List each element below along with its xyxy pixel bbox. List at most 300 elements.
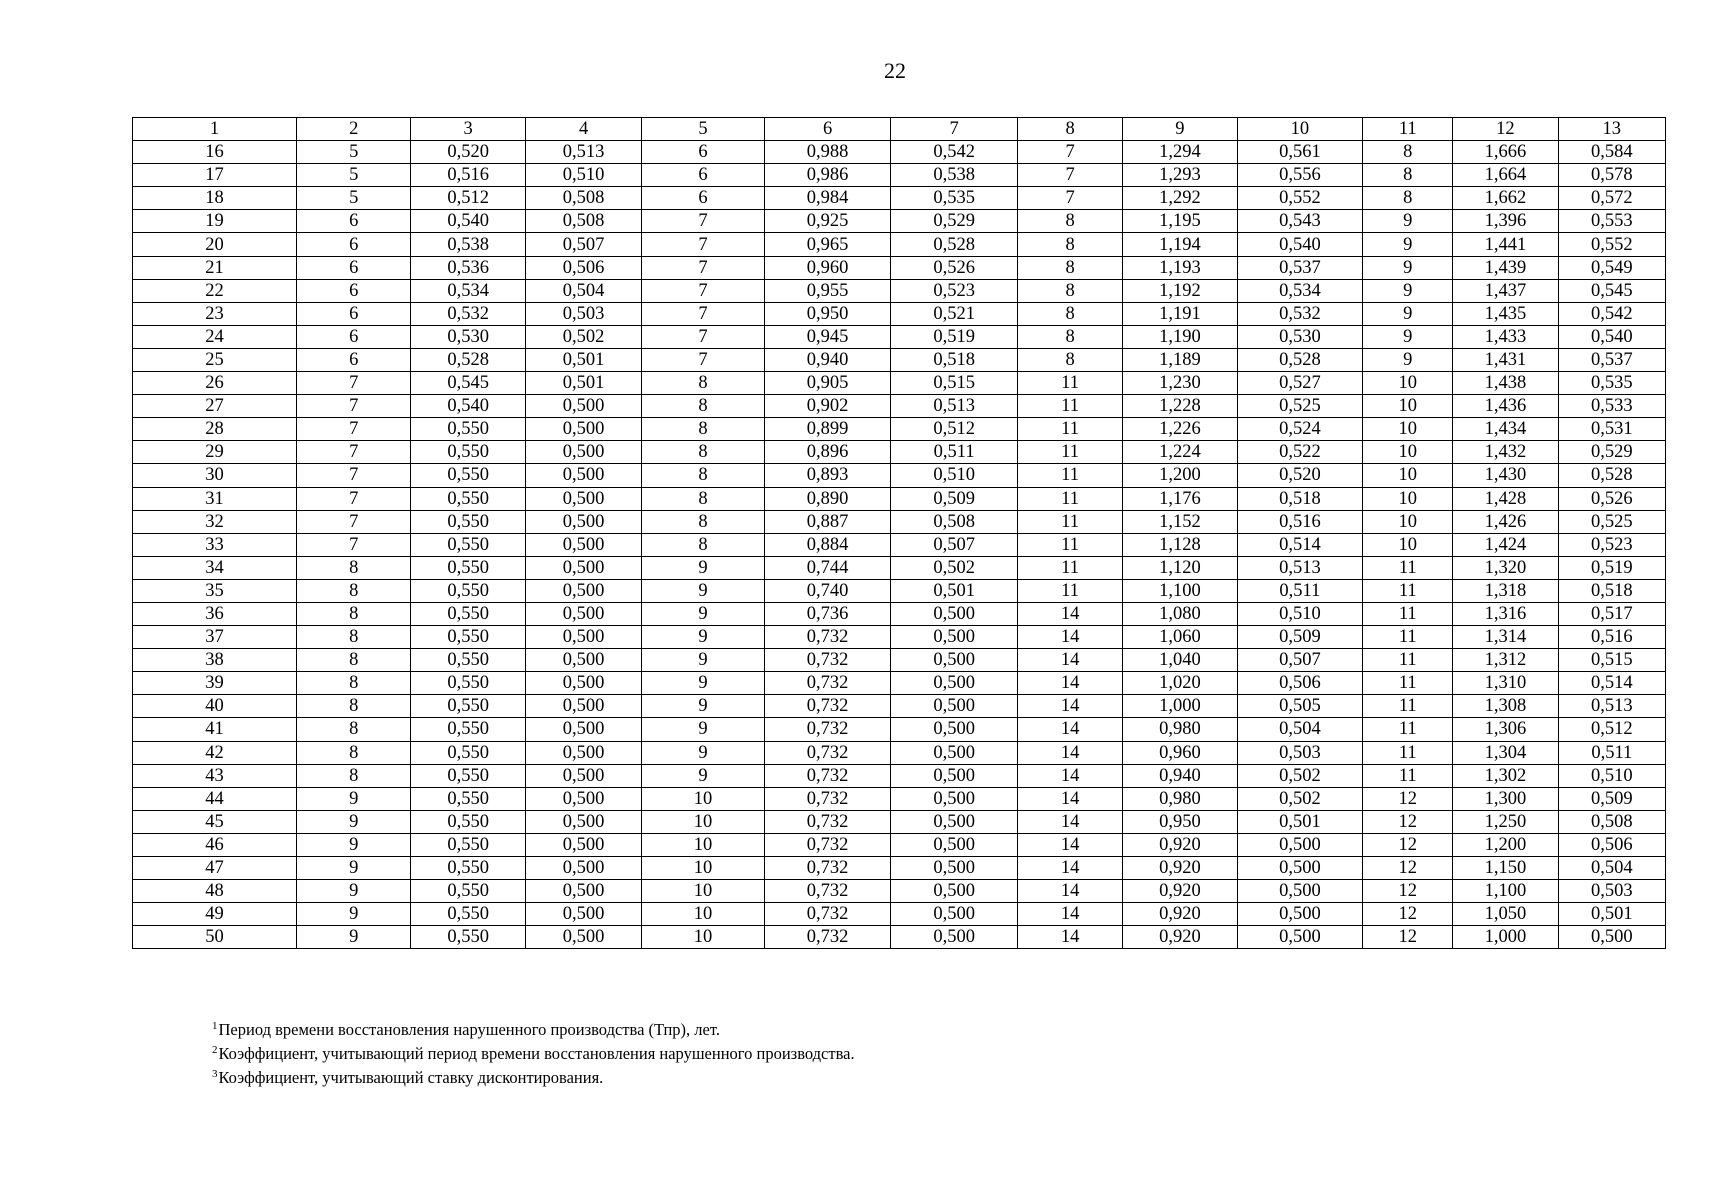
table-cell: 14	[1017, 626, 1122, 649]
table-cell: 8	[1017, 233, 1122, 256]
table-cell: 0,503	[1558, 880, 1665, 903]
table-cell: 0,516	[1558, 626, 1665, 649]
table-cell: 8	[642, 395, 765, 418]
table-cell: 0,500	[525, 764, 641, 787]
table-cell: 0,511	[891, 441, 1018, 464]
table-cell: 1,000	[1123, 695, 1237, 718]
table-cell: 0,500	[525, 626, 641, 649]
table-cell: 9	[1363, 233, 1453, 256]
table-cell: 14	[1017, 672, 1122, 695]
table-row	[133, 164, 1666, 187]
footnote-1	[212, 1016, 855, 1040]
table-cell: 0,531	[1558, 418, 1665, 441]
table-cell: 0,516	[411, 164, 525, 187]
table-cell: 0,512	[1558, 718, 1665, 741]
table-row	[133, 418, 1666, 441]
table-cell: 11	[1363, 718, 1453, 741]
table-cell: 0,980	[1123, 787, 1237, 810]
table-cell: 0,540	[411, 395, 525, 418]
table-cell: 0,534	[1237, 279, 1363, 302]
table-cell: 0,550	[411, 903, 525, 926]
table-cell: 1,435	[1453, 302, 1558, 325]
table-cell: 5	[297, 164, 411, 187]
table-cell: 9	[297, 903, 411, 926]
table-cell: 49	[133, 903, 297, 926]
table-cell: 11	[1363, 649, 1453, 672]
table-cell: 33	[133, 533, 297, 556]
table-cell: 1,428	[1453, 487, 1558, 510]
table-cell: 0,507	[891, 533, 1018, 556]
table-cell: 0,732	[764, 718, 891, 741]
table-cell: 6	[297, 233, 411, 256]
table-cell: 8	[1017, 210, 1122, 233]
table-cell: 38	[133, 649, 297, 672]
table-cell: 1,293	[1123, 164, 1237, 187]
table-cell: 28	[133, 418, 297, 441]
table-cell: 0,950	[764, 302, 891, 325]
table-cell: 1,294	[1123, 141, 1237, 164]
table-cell: 0,516	[1237, 510, 1363, 533]
table-cell: 0,500	[891, 602, 1018, 625]
table-cell: 0,550	[411, 833, 525, 856]
table-cell: 31	[133, 487, 297, 510]
table-cell: 0,550	[411, 787, 525, 810]
table-cell: 0,950	[1123, 810, 1237, 833]
table-cell: 0,518	[1237, 487, 1363, 510]
footnote-text: Период времени восстановления нарушенного производства (Тпр), лет.	[218, 1020, 720, 1039]
table-cell: 0,550	[411, 556, 525, 579]
table-row	[133, 233, 1666, 256]
table-cell: 1,080	[1123, 602, 1237, 625]
table-cell: 0,732	[764, 649, 891, 672]
table-cell: 1,020	[1123, 672, 1237, 695]
table-cell: 24	[133, 325, 297, 348]
table-cell: 10	[1363, 464, 1453, 487]
table-row	[133, 602, 1666, 625]
table-cell: 10	[642, 903, 765, 926]
table-cell: 0,550	[411, 441, 525, 464]
table-cell: 0,732	[764, 903, 891, 926]
table-cell: 8	[642, 510, 765, 533]
table-cell: 8	[1017, 325, 1122, 348]
table-cell: 0,545	[411, 372, 525, 395]
table-cell: 0,509	[1558, 787, 1665, 810]
table-cell: 1,396	[1453, 210, 1558, 233]
table-cell: 8	[297, 579, 411, 602]
header-cell: 6	[764, 118, 891, 141]
table-cell: 0,549	[1558, 256, 1665, 279]
footnotes	[212, 1016, 855, 1088]
table-cell: 1,310	[1453, 672, 1558, 695]
table-row	[133, 579, 1666, 602]
table-row	[133, 695, 1666, 718]
table-cell: 1,226	[1123, 418, 1237, 441]
table-cell: 41	[133, 718, 297, 741]
table-cell: 11	[1363, 764, 1453, 787]
table-cell: 0,500	[891, 810, 1018, 833]
table-cell: 1,150	[1453, 857, 1558, 880]
table-cell: 0,561	[1237, 141, 1363, 164]
table-cell: 1,228	[1123, 395, 1237, 418]
table-row	[133, 510, 1666, 533]
table-cell: 17	[133, 164, 297, 187]
table-cell: 0,920	[1123, 833, 1237, 856]
table-cell: 0,508	[525, 187, 641, 210]
table-cell: 6	[297, 302, 411, 325]
table-cell: 10	[1363, 418, 1453, 441]
table-cell: 1,200	[1453, 833, 1558, 856]
table-cell: 0,507	[1237, 649, 1363, 672]
table-cell: 0,514	[1237, 533, 1363, 556]
table-cell: 36	[133, 602, 297, 625]
table-cell: 14	[1017, 764, 1122, 787]
table-cell: 8	[297, 764, 411, 787]
table-cell: 1,100	[1123, 579, 1237, 602]
table-cell: 0,550	[411, 602, 525, 625]
table-cell: 1,224	[1123, 441, 1237, 464]
table-cell: 6	[297, 279, 411, 302]
table-cell: 0,500	[1558, 926, 1665, 949]
table-cell: 0,537	[1558, 348, 1665, 371]
table-cell: 0,920	[1123, 880, 1237, 903]
table-cell: 9	[642, 649, 765, 672]
table-cell: 0,504	[1237, 718, 1363, 741]
table-cell: 8	[297, 626, 411, 649]
table-cell: 11	[1017, 579, 1122, 602]
table-cell: 0,584	[1558, 141, 1665, 164]
table-cell: 0,550	[411, 487, 525, 510]
table-cell: 0,550	[411, 880, 525, 903]
table-cell: 1,314	[1453, 626, 1558, 649]
table-row	[133, 325, 1666, 348]
table-cell: 7	[642, 302, 765, 325]
table-cell: 0,500	[525, 464, 641, 487]
table-cell: 1,193	[1123, 256, 1237, 279]
table-cell: 0,960	[764, 256, 891, 279]
table-cell: 0,526	[1558, 487, 1665, 510]
table-cell: 0,511	[1558, 741, 1665, 764]
table-cell: 0,884	[764, 533, 891, 556]
table-cell: 0,545	[1558, 279, 1665, 302]
table-cell: 0,503	[525, 302, 641, 325]
table-cell: 19	[133, 210, 297, 233]
table-cell: 11	[1017, 556, 1122, 579]
table-row	[133, 302, 1666, 325]
table-cell: 7	[1017, 164, 1122, 187]
header-cell: 7	[891, 118, 1018, 141]
table-cell: 0,550	[411, 579, 525, 602]
table-cell: 7	[297, 441, 411, 464]
table-cell: 0,732	[764, 764, 891, 787]
table-cell: 6	[642, 187, 765, 210]
table-cell: 8	[297, 649, 411, 672]
table-cell: 14	[1017, 833, 1122, 856]
table-cell: 7	[1017, 187, 1122, 210]
table-cell: 0,512	[411, 187, 525, 210]
table-cell: 12	[1363, 833, 1453, 856]
table-cell: 11	[1363, 626, 1453, 649]
table-cell: 0,500	[891, 672, 1018, 695]
table-cell: 0,732	[764, 926, 891, 949]
table-cell: 6	[642, 164, 765, 187]
table-cell: 10	[1363, 510, 1453, 533]
table-cell: 10	[1363, 487, 1453, 510]
table-cell: 1,190	[1123, 325, 1237, 348]
table-cell: 0,732	[764, 880, 891, 903]
table-row	[133, 741, 1666, 764]
table-cell: 8	[297, 602, 411, 625]
table-cell: 0,540	[1558, 325, 1665, 348]
table-cell: 7	[297, 533, 411, 556]
table-cell: 6	[297, 348, 411, 371]
table-cell: 12	[1363, 880, 1453, 903]
table-cell: 25	[133, 348, 297, 371]
table-cell: 7	[642, 348, 765, 371]
table-cell: 0,502	[525, 325, 641, 348]
table-cell: 0,528	[1558, 464, 1665, 487]
table-cell: 0,534	[411, 279, 525, 302]
table-cell: 1,306	[1453, 718, 1558, 741]
table-cell: 0,500	[891, 764, 1018, 787]
table-cell: 1,316	[1453, 602, 1558, 625]
table-cell: 1,304	[1453, 741, 1558, 764]
table-cell: 35	[133, 579, 297, 602]
table-cell: 1,050	[1453, 903, 1558, 926]
table-cell: 11	[1363, 556, 1453, 579]
table-cell: 0,518	[891, 348, 1018, 371]
table-cell: 8	[1017, 302, 1122, 325]
table-row	[133, 464, 1666, 487]
table-cell: 14	[1017, 741, 1122, 764]
table-cell: 0,986	[764, 164, 891, 187]
header-cell: 10	[1237, 118, 1363, 141]
table-cell: 40	[133, 695, 297, 718]
table-row	[133, 787, 1666, 810]
table-cell: 0,508	[891, 510, 1018, 533]
table-cell: 14	[1017, 926, 1122, 949]
table-cell: 0,500	[1237, 857, 1363, 880]
table-cell: 50	[133, 926, 297, 949]
table-cell: 8	[642, 533, 765, 556]
table-cell: 9	[297, 880, 411, 903]
table-cell: 0,501	[891, 579, 1018, 602]
table-cell: 8	[1017, 279, 1122, 302]
table-cell: 1,060	[1123, 626, 1237, 649]
table-cell: 0,525	[1558, 510, 1665, 533]
table-cell: 9	[642, 672, 765, 695]
table-cell: 0,500	[525, 880, 641, 903]
table-cell: 0,550	[411, 418, 525, 441]
footnote-3	[212, 1064, 855, 1088]
table-cell: 45	[133, 810, 297, 833]
table-cell: 8	[642, 464, 765, 487]
table-cell: 1,438	[1453, 372, 1558, 395]
table-cell: 0,529	[1558, 441, 1665, 464]
table-cell: 0,896	[764, 441, 891, 464]
header-cell: 12	[1453, 118, 1558, 141]
table-cell: 0,500	[525, 672, 641, 695]
table-cell: 0,500	[525, 395, 641, 418]
table-cell: 0,540	[1237, 233, 1363, 256]
table-row	[133, 441, 1666, 464]
table-cell: 29	[133, 441, 297, 464]
table-cell: 0,528	[411, 348, 525, 371]
table-cell: 9	[1363, 256, 1453, 279]
table-cell: 9	[1363, 348, 1453, 371]
table-cell: 30	[133, 464, 297, 487]
table-cell: 7	[1017, 141, 1122, 164]
table-cell: 8	[297, 672, 411, 695]
table-cell: 6	[297, 210, 411, 233]
table-cell: 1,120	[1123, 556, 1237, 579]
table-cell: 47	[133, 857, 297, 880]
table-cell: 0,518	[1558, 579, 1665, 602]
table-cell: 0,500	[525, 926, 641, 949]
table-cell: 14	[1017, 602, 1122, 625]
table-cell: 0,732	[764, 672, 891, 695]
table-cell: 10	[1363, 441, 1453, 464]
table-cell: 7	[642, 256, 765, 279]
footnote-mark: 3	[212, 1068, 218, 1080]
table-row	[133, 926, 1666, 949]
table-cell: 7	[297, 418, 411, 441]
table-cell: 7	[297, 372, 411, 395]
table-cell: 10	[642, 833, 765, 856]
table-cell: 9	[1363, 210, 1453, 233]
table-cell: 11	[1017, 510, 1122, 533]
header-cell: 5	[642, 118, 765, 141]
header-cell: 13	[1558, 118, 1665, 141]
table-cell: 0,500	[891, 741, 1018, 764]
table-cell: 43	[133, 764, 297, 787]
table-cell: 0,960	[1123, 741, 1237, 764]
table-cell: 0,538	[411, 233, 525, 256]
table-cell: 1,195	[1123, 210, 1237, 233]
table-cell: 0,984	[764, 187, 891, 210]
table-row	[133, 649, 1666, 672]
table-cell: 9	[297, 857, 411, 880]
table-cell: 0,500	[891, 695, 1018, 718]
table-cell: 8	[1017, 348, 1122, 371]
table-row	[133, 256, 1666, 279]
table-cell: 1,424	[1453, 533, 1558, 556]
table-cell: 0,500	[525, 418, 641, 441]
table-cell: 0,732	[764, 857, 891, 880]
table-cell: 0,736	[764, 602, 891, 625]
table-row	[133, 187, 1666, 210]
table-cell: 0,521	[891, 302, 1018, 325]
table-cell: 1,662	[1453, 187, 1558, 210]
table-cell: 0,510	[525, 164, 641, 187]
table-cell: 7	[642, 279, 765, 302]
table-cell: 1,320	[1453, 556, 1558, 579]
footnote-2	[212, 1040, 855, 1064]
table-cell: 27	[133, 395, 297, 418]
table-row	[133, 764, 1666, 787]
table-cell: 0,550	[411, 741, 525, 764]
table-cell: 7	[642, 210, 765, 233]
table-cell: 7	[297, 487, 411, 510]
table-cell: 9	[642, 741, 765, 764]
table-cell: 0,500	[891, 833, 1018, 856]
table-cell: 0,578	[1558, 164, 1665, 187]
table-cell: 0,528	[891, 233, 1018, 256]
table-cell: 0,500	[891, 880, 1018, 903]
table-cell: 0,501	[1237, 810, 1363, 833]
table-cell: 0,508	[1558, 810, 1665, 833]
table-cell: 0,537	[1237, 256, 1363, 279]
table-cell: 0,522	[1237, 441, 1363, 464]
table-row	[133, 833, 1666, 856]
table-cell: 0,506	[525, 256, 641, 279]
table-cell: 0,517	[1558, 602, 1665, 625]
table-cell: 0,500	[891, 903, 1018, 926]
table-cell: 10	[642, 926, 765, 949]
table-row	[133, 880, 1666, 903]
table-cell: 1,441	[1453, 233, 1558, 256]
table-cell: 1,426	[1453, 510, 1558, 533]
table-cell: 42	[133, 741, 297, 764]
table-cell: 10	[642, 880, 765, 903]
header-cell: 2	[297, 118, 411, 141]
table-cell: 5	[297, 187, 411, 210]
table-cell: 0,538	[891, 164, 1018, 187]
table-cell: 0,507	[525, 233, 641, 256]
table-cell: 0,905	[764, 372, 891, 395]
table-cell: 11	[1017, 533, 1122, 556]
table-cell: 26	[133, 372, 297, 395]
footnote-text: Коэффициент, учитывающий период времени восстановления нарушенного производства.	[218, 1044, 855, 1063]
table-cell: 14	[1017, 857, 1122, 880]
table-cell: 1,432	[1453, 441, 1558, 464]
header-cell: 3	[411, 118, 525, 141]
table-cell: 6	[297, 325, 411, 348]
table-cell: 11	[1017, 487, 1122, 510]
table-cell: 0,732	[764, 787, 891, 810]
table-cell: 11	[1363, 602, 1453, 625]
table-cell: 9	[642, 602, 765, 625]
table-cell: 5	[297, 141, 411, 164]
table-cell: 8	[642, 441, 765, 464]
table-cell: 0,524	[1237, 418, 1363, 441]
table-cell: 12	[1363, 926, 1453, 949]
table-cell: 0,899	[764, 418, 891, 441]
table-cell: 1,430	[1453, 464, 1558, 487]
table-cell: 0,955	[764, 279, 891, 302]
table-cell: 0,500	[525, 441, 641, 464]
table-cell: 11	[1017, 464, 1122, 487]
table-cell: 0,732	[764, 626, 891, 649]
table-cell: 1,434	[1453, 418, 1558, 441]
table-cell: 0,552	[1558, 233, 1665, 256]
table-cell: 7	[297, 510, 411, 533]
table-cell: 9	[1363, 325, 1453, 348]
table-cell: 0,500	[525, 556, 641, 579]
table-row	[133, 141, 1666, 164]
table-cell: 0,501	[1558, 903, 1665, 926]
table-cell: 0,525	[1237, 395, 1363, 418]
table-cell: 0,500	[525, 787, 641, 810]
table-cell: 1,189	[1123, 348, 1237, 371]
table-cell: 14	[1017, 649, 1122, 672]
table-cell: 9	[642, 764, 765, 787]
table-cell: 1,300	[1453, 787, 1558, 810]
table-cell: 44	[133, 787, 297, 810]
table-cell: 0,732	[764, 833, 891, 856]
table-cell: 1,128	[1123, 533, 1237, 556]
table-cell: 0,945	[764, 325, 891, 348]
table-cell: 1,230	[1123, 372, 1237, 395]
